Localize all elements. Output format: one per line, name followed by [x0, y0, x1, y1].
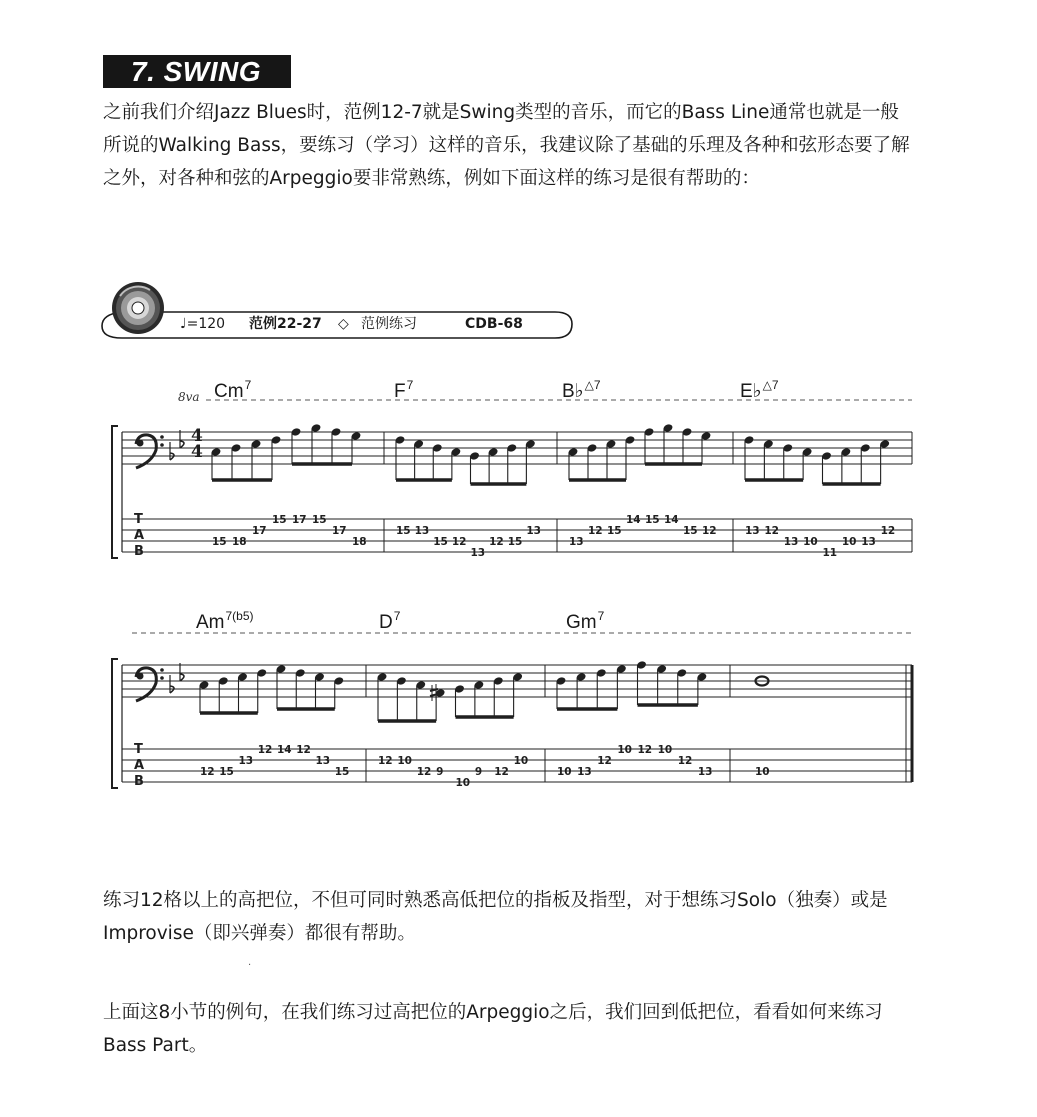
after-paragraph-1: 练习12格以上的高把位，不但可同时熟悉高低把位的指板及指型，对于想练习Solo（独奏）或是Improvise（即兴弹奏）都很有帮助。 — [103, 890, 888, 944]
tab-fret-number: 15 — [433, 536, 448, 548]
tab-fret-number: 15 — [507, 536, 523, 548]
system-bracket — [112, 426, 118, 558]
chord-symbol: Gm$^7$ — [566, 609, 605, 633]
tab-fret-number: 11 — [822, 547, 838, 559]
tab-letter: B — [134, 774, 144, 789]
tab-fret-number: 10 — [513, 755, 529, 767]
tab-fret-number: 13 — [238, 755, 254, 767]
tab-fret-number: 12 — [588, 525, 603, 537]
bass-clef — [137, 673, 144, 680]
system-bracket — [112, 659, 118, 788]
chord-symbol: $F^7$ — [394, 378, 414, 402]
tab-fret-number: 15 — [272, 514, 287, 526]
tab-fret-number: 15 — [212, 536, 227, 548]
tab-fret-number: 12 — [764, 525, 779, 537]
tab-fret-number: 12 — [494, 766, 509, 778]
tab-fret-number: 15 — [312, 514, 327, 526]
tab-fret-number: 13 — [861, 536, 876, 548]
tab-fret-number: 12 — [677, 755, 693, 767]
tab-fret-number: 12 — [378, 755, 393, 767]
intro-paragraph: 之前我们介绍Jazz Blues时，范例12-7就是Swing类型的音乐，而它的Bass Line通常也就是一般所说的Walking Bass，要练习（学习）这样的音乐，我建议除了基础的乐理及各种和弦形态要了解之外，对各种和弦的Arpeggio要非常熟练，例如下面这样的练习是很有帮助的： — [103, 102, 910, 189]
tab-fret-number: 15 — [645, 514, 660, 526]
tab-fret-number: 13 — [526, 525, 541, 537]
tab-fret-number: 13 — [783, 536, 799, 548]
tab-fret-number: 12 — [296, 744, 311, 756]
tab-fret-number: 15 — [334, 766, 350, 778]
bass-clef — [160, 676, 164, 680]
bass-clef — [160, 435, 164, 439]
tab-fret-number: 15 — [396, 525, 411, 537]
tab-fret-number: 17 — [252, 525, 267, 537]
tab-fret-number: 14 — [277, 744, 292, 756]
chord-symbol: B♭$^{\triangle 7}$ — [562, 378, 601, 402]
example-label: 范例练习 — [361, 316, 417, 332]
time-signature: 4 — [191, 426, 203, 446]
tab-fret-number: 12 — [416, 766, 432, 778]
chord-symbol: Cm$^7$ — [214, 378, 252, 402]
tab-letter: T — [134, 512, 143, 527]
tab-fret-number: 13 — [745, 525, 760, 537]
tab-fret-number: 10 — [803, 536, 818, 548]
tab-fret-number: 10 — [557, 766, 572, 778]
tab-fret-number: 12 — [257, 744, 273, 756]
tab-fret-number: 10 — [841, 536, 857, 548]
tab-fret-number: 15 — [607, 525, 622, 537]
tab-fret-number: 9 — [436, 766, 444, 778]
diamond-icon: ◇ — [338, 316, 349, 332]
tab-fret-number: 9 — [474, 766, 483, 778]
tab-letter: B — [134, 544, 144, 559]
tab-fret-number: 13 — [577, 766, 592, 778]
tab-fret-number: 13 — [569, 536, 584, 548]
tab-fret-number: 14 — [626, 514, 641, 526]
tab-fret-number: 17 — [332, 525, 347, 537]
bass-clef — [160, 443, 164, 447]
print-speck: · — [248, 960, 252, 971]
cd-track-code: CDB-68 — [465, 316, 523, 332]
tab-fret-number: 12 — [489, 536, 504, 548]
chord-symbol: $Am^{7(b5)}$ — [196, 609, 254, 633]
tab-fret-number: 13 — [414, 525, 430, 537]
tab-fret-number: 12 — [597, 755, 612, 767]
tab-fret-number: 15 — [219, 766, 234, 778]
bass-clef — [160, 668, 164, 672]
tab-fret-number: 13 — [470, 547, 486, 559]
tab-fret-number: 12 — [702, 525, 717, 537]
tab-fret-number: 12 — [451, 536, 467, 548]
tab-fret-number: 14 — [664, 514, 679, 526]
bass-clef — [137, 440, 144, 447]
tab-fret-number: 10 — [455, 777, 471, 789]
tab-fret-number: 10 — [755, 766, 770, 778]
tempo-marking: ♩=120 — [180, 316, 226, 332]
tab-letter: A — [134, 758, 145, 773]
tab-fret-number: 10 — [657, 744, 673, 756]
tab-letter: A — [134, 528, 145, 543]
tab-letter: T — [134, 742, 143, 757]
tab-fret-number: 12 — [880, 525, 896, 537]
flat-sign — [180, 674, 184, 681]
chord-symbol: E♭$^{\triangle 7}$ — [740, 378, 779, 402]
tab-fret-number: 18 — [232, 536, 247, 548]
tab-fret-number: 15 — [683, 525, 698, 537]
tab-fret-number: 10 — [397, 755, 412, 767]
example-number: 范例22-27 — [249, 316, 322, 332]
ottava-marking: 8va — [178, 390, 200, 404]
tab-fret-number: 17 — [292, 514, 307, 526]
tab-fret-number: 13 — [697, 766, 713, 778]
tab-fret-number: 10 — [617, 744, 632, 756]
time-signature: 4 — [191, 442, 203, 462]
chord-symbol: $D^7$ — [379, 609, 401, 633]
tab-fret-number: 12 — [637, 744, 653, 756]
flat-sign — [180, 441, 184, 448]
after-paragraph-2: 上面这8小节的例句，在我们练习过高把位的Arpeggio之后，我们回到低把位，看看如何来练习Bass Part。 — [103, 1002, 883, 1056]
tab-fret-number: 13 — [315, 755, 331, 767]
section-title: 7. SWING — [103, 55, 291, 88]
tab-fret-number: 12 — [200, 766, 215, 778]
tab-fret-number: 18 — [352, 536, 367, 548]
